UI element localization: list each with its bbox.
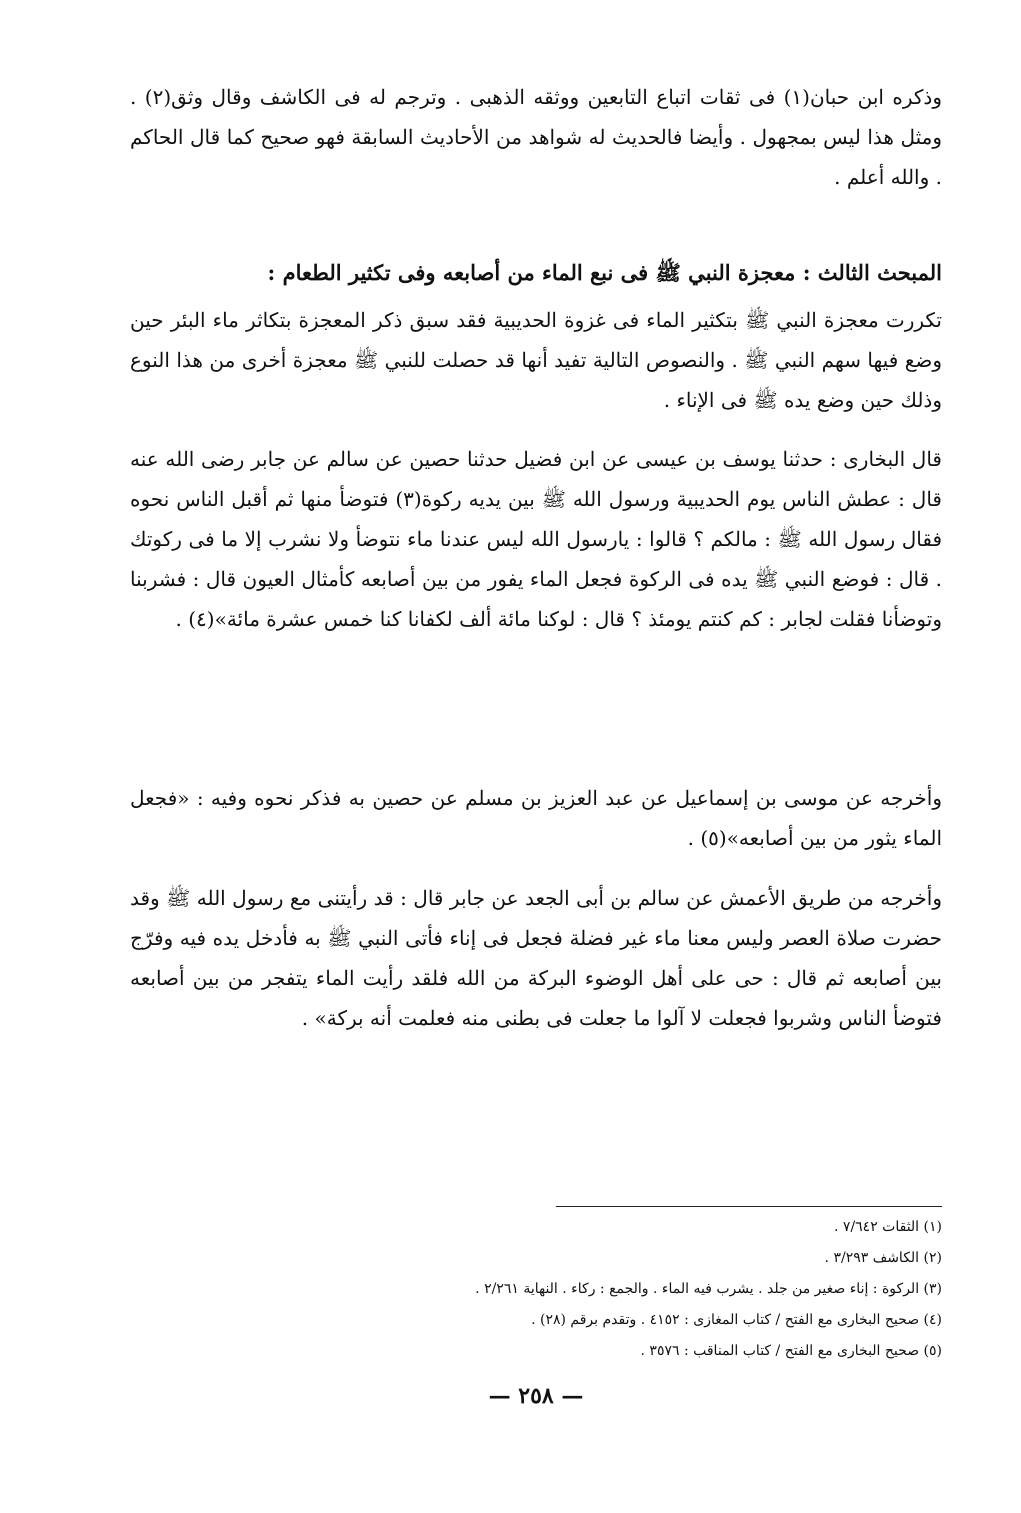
book-page: [130, 60, 942, 1500]
footnote-item: (٤) صحيح البخارى مع الفتح / كتاب المغازى : ٤١٥٢ . وتقدم برقم (٢٨) .: [531, 1312, 942, 1328]
section-heading: المبحث الثالث : معجزة النبي ﷺ فى نبع الماء من أصابعه وفى تكثير الطعام :: [267, 260, 942, 285]
footnote-item: (٥) صحيح البخارى مع الفتح / كتاب المناقب : ٣٥٧٦ .: [640, 1343, 942, 1359]
footnote-item: (١) الثقات ٧/٦٤٢ .: [834, 1219, 942, 1235]
paragraph-intro: وذكره ابن حبان(١) فى ثقات اتباع التابعين ووثقه الذهبى . وترجم له فى الكاشف وقال وثق(٢) . ومثل هذا ليس بمجهول . وأيضا فالحديث له شواهد من الأحاديث السابقة فهو صحيح كما قال الحاكم . والله أعلم .: [130, 85, 942, 189]
paragraph-musa-narration: وأخرجه عن موسى بن إسماعيل عن عبد العزيز بن مسلم عن حصين به فذكر نحوه وفيه : «فجعل الماء يثور من بين أصابعه»(٥) .: [130, 786, 942, 850]
page-number: — ٢٥٨ —: [488, 1383, 584, 1409]
footnote-divider: [556, 1206, 942, 1207]
footnote-item: (٢) الكاشف ٣/٢٩٣ .: [824, 1250, 942, 1266]
footnotes-list: [130, 1212, 942, 1367]
paragraph-bukhari-hadith: قال البخارى : حدثنا يوسف بن عيسى عن ابن فضيل حدثنا حصين عن سالم عن جابر رضى الله عنه قال : عطش الناس يوم الحديبية ورسول الله ﷺ بين يديه ركوة(٣) فتوضأ منها ثم أقبل الناس نحوه فقال رسول الله ﷺ : مالكم ؟ قالوا : يارسول الله ليس عندنا ماء نتوضأ ولا نشرب إلا ما فى ركوتك . قال : فوضع النبي ﷺ يده فى الركوة فجعل الماء يفور من بين أصابعه كأمثال العيون قال : فشربنا وتوضأنا فقلت لجابر : كم كنتم يومئذ ؟ قال : لوكنا مائة ألف لكفانا كنا خمس عشرة مائة»(٤) .: [130, 447, 942, 631]
paragraph-miracle-intro: تكررت معجزة النبي ﷺ بتكثير الماء فى غزوة الحديبية فقد سبق ذكر المعجزة بتكاثر ماء البئر حين وضع فيها سهم النبي ﷺ . والنصوص التالية تفيد أنها قد حصلت للنبي ﷺ معجزة أخرى من هذا النوع وذلك حين وضع يده ﷺ فى الإناء .: [130, 308, 942, 412]
footnote-item: (٣) الركوة : إناء صغير من جلد . يشرب فيه الماء . والجمع : ركاء . النهاية ٢/٢٦١ .: [475, 1281, 942, 1297]
paragraph-amash-narration: وأخرجه من طريق الأعمش عن سالم بن أبى الجعد عن جابر قال : قد رأيتنى مع رسول الله ﷺ وقد حضرت صلاة العصر وليس معنا ماء غير فضلة فجعل فى إناء فأتى النبي ﷺ به فأدخل يده فيه وفرّج بين أصابعه ثم قال : حى على أهل الوضوء البركة من الله فلقد رأيت الماء يتفجر من بين أصابعه فتوضأ الناس وشربوا فجعلت لا آلوا ما جعلت فى بطنى منه فعلمت أنه بركة» .: [130, 886, 942, 1030]
